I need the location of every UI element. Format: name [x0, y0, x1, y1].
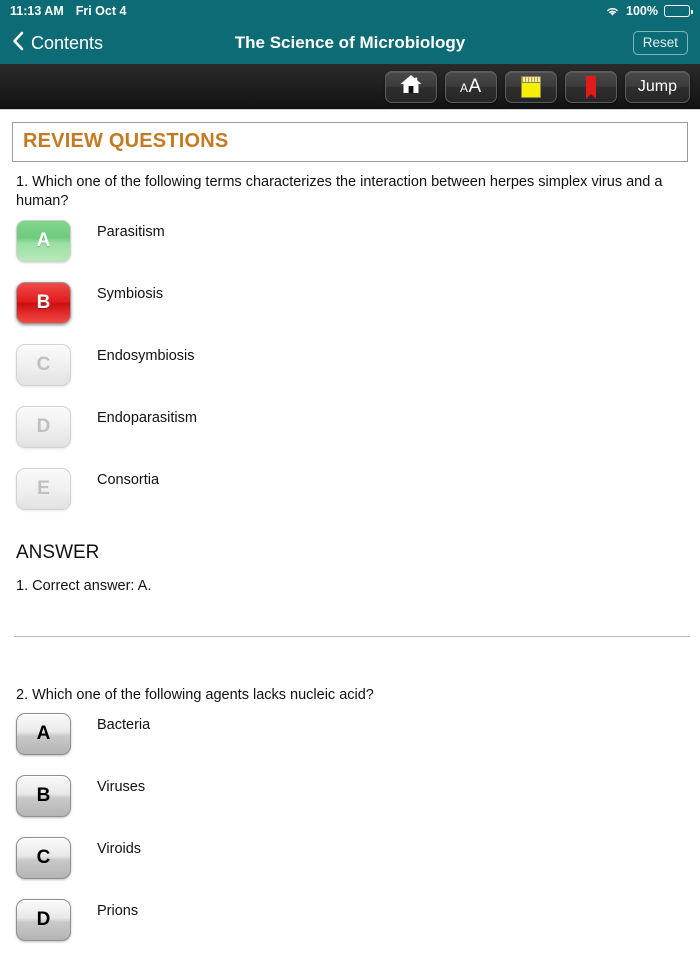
option-row — [16, 775, 700, 837]
option-row — [16, 220, 700, 282]
options-list — [0, 220, 700, 530]
status-date: Fri Oct 4 — [75, 4, 127, 18]
answer-text: 1. Correct answer: A. — [16, 577, 152, 594]
question-block-1 — [0, 173, 700, 594]
question-text: 2. Which one of the following agents lacks nucleic acid? — [16, 686, 374, 703]
page-title: The Science of Microbiology — [234, 33, 466, 52]
spacer — [0, 637, 700, 675]
option-button-e: E — [16, 468, 71, 510]
option-row — [16, 468, 700, 530]
reader-content — [0, 122, 700, 961]
options-list — [0, 713, 700, 961]
status-bar — [0, 0, 700, 22]
battery-percent: 100% — [626, 4, 658, 18]
bookmark-button[interactable] — [565, 71, 617, 103]
option-button-d: D — [16, 406, 71, 448]
home-icon — [399, 73, 423, 100]
wifi-icon — [605, 5, 620, 17]
option-row — [16, 344, 700, 406]
option-button-c[interactable]: C — [16, 837, 71, 879]
reset-button[interactable]: Reset — [633, 31, 688, 55]
option-button-b[interactable]: B — [16, 775, 71, 817]
option-label: Parasitism — [97, 223, 165, 240]
status-bar-right — [605, 4, 690, 18]
option-label: Viroids — [97, 840, 142, 857]
back-button-label: Contents — [31, 32, 104, 53]
answer-heading: ANSWER — [16, 541, 100, 563]
navigation-bar — [0, 22, 700, 64]
option-button-a[interactable]: A — [16, 713, 71, 755]
notepad-icon — [521, 76, 541, 98]
status-time: 11:13 AM — [10, 4, 64, 18]
review-questions-header — [12, 122, 688, 162]
reader-toolbar — [0, 64, 700, 110]
chevron-left-icon — [12, 31, 24, 56]
option-button-a[interactable]: A — [16, 220, 71, 262]
jump-button-label: Jump — [637, 77, 677, 95]
option-label: Symbiosis — [97, 285, 164, 302]
option-row — [16, 713, 700, 775]
option-label: Endosymbiosis — [97, 347, 195, 364]
section-title: REVIEW QUESTIONS — [23, 130, 229, 152]
option-button-b[interactable]: B — [16, 282, 71, 324]
jump-button[interactable] — [625, 71, 690, 103]
question-text: 1. Which one of the following terms characterizes the interaction between herpes simplex virus and a human? — [16, 174, 663, 210]
text-size-icon: AA — [460, 75, 482, 97]
back-to-contents-button[interactable] — [12, 31, 103, 56]
question-block-2 — [0, 686, 700, 961]
status-bar-left — [10, 4, 126, 18]
option-row — [16, 282, 700, 344]
font-size-button[interactable] — [445, 71, 497, 103]
option-label: Bacteria — [97, 716, 151, 733]
option-row — [16, 899, 700, 961]
notes-button[interactable] — [505, 71, 557, 103]
option-label: Prions — [97, 902, 139, 919]
battery-icon — [664, 5, 690, 17]
home-button[interactable] — [385, 71, 437, 103]
option-label: Endoparasitism — [97, 409, 197, 426]
option-row — [16, 406, 700, 468]
bookmark-icon — [586, 76, 596, 98]
option-label: Consortia — [97, 471, 160, 488]
option-button-c: C — [16, 344, 71, 386]
option-button-d[interactable]: D — [16, 899, 71, 941]
option-label: Viruses — [97, 778, 146, 795]
option-row — [16, 837, 700, 899]
